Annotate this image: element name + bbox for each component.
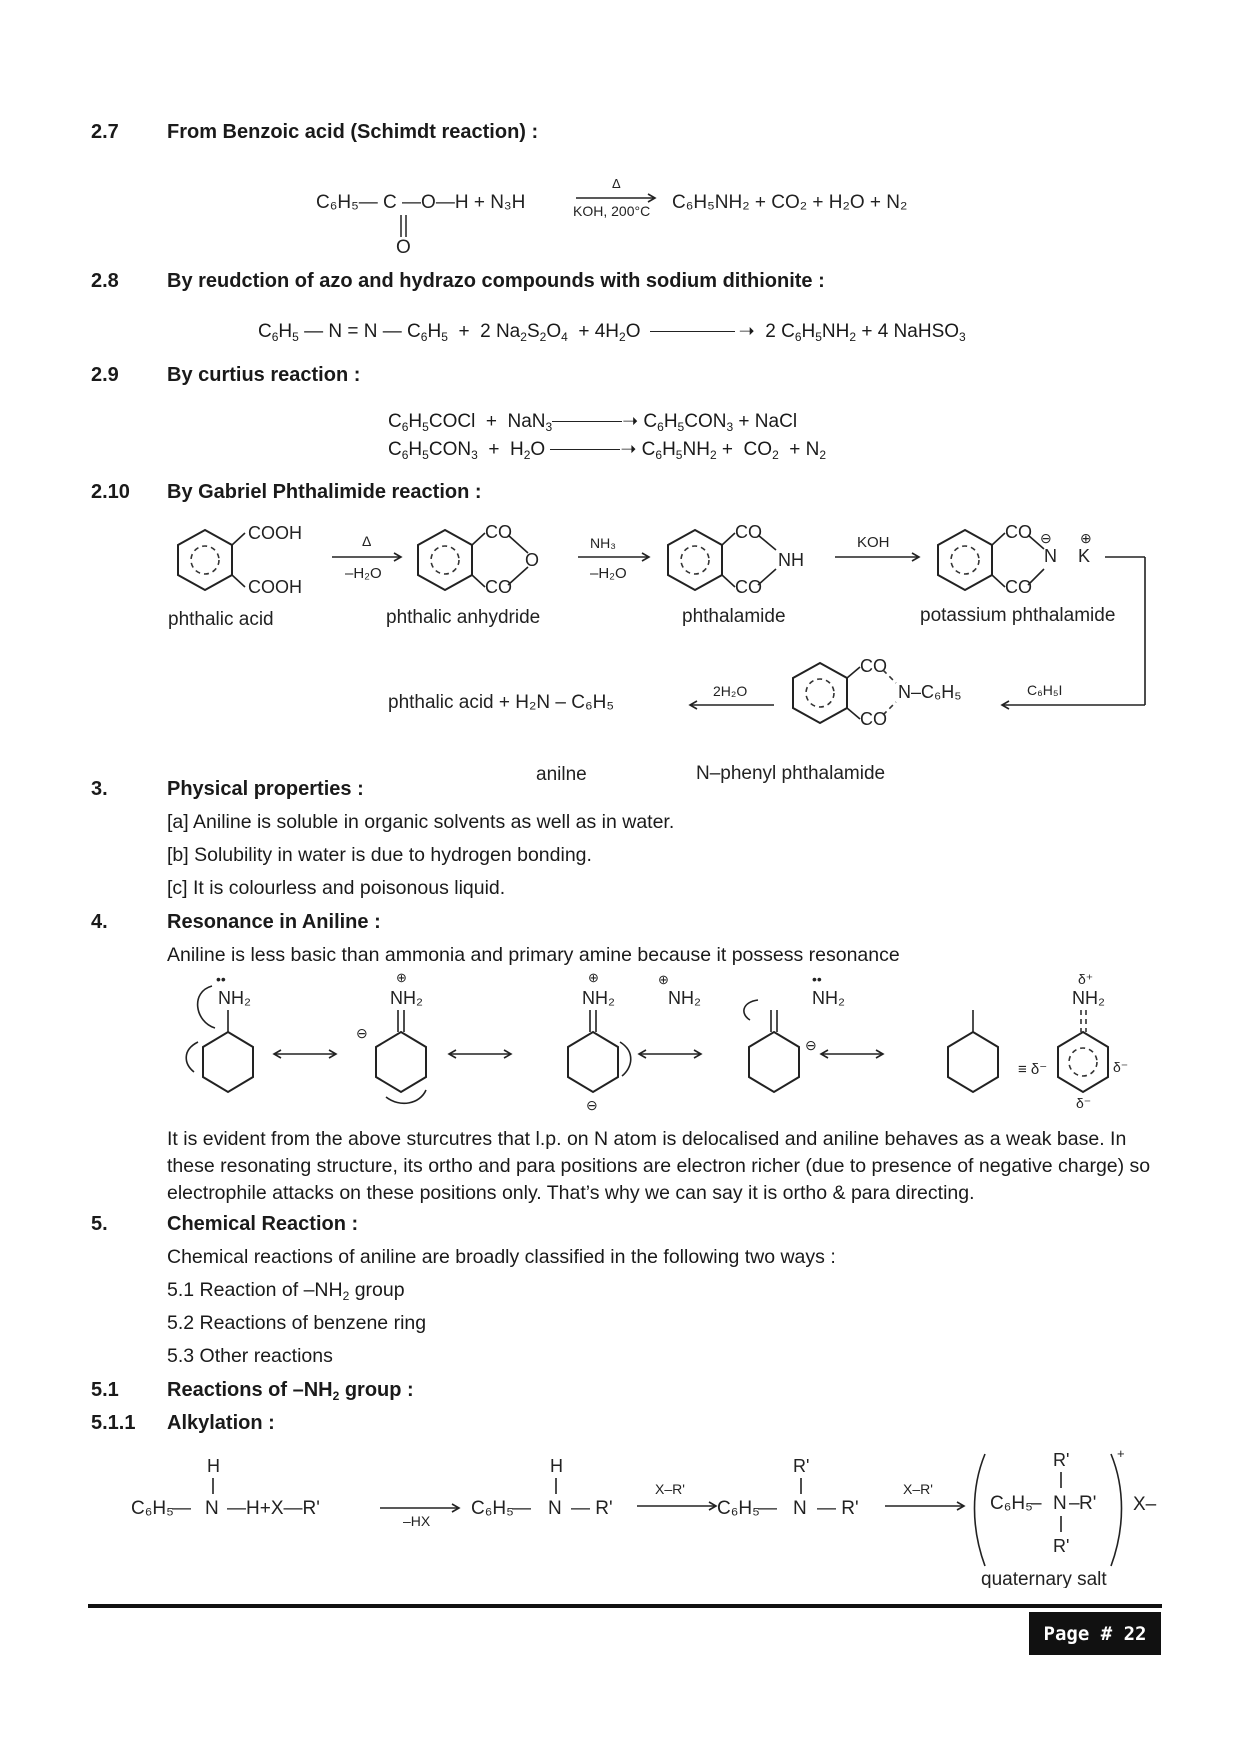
resonance-structure-1	[186, 972, 253, 1092]
svg-text:NH₂: NH₂	[668, 988, 701, 1008]
schmidt-reactant: C₆H₅— C —O—H + N₃H	[316, 192, 526, 213]
section-title: Resonance in Aniline :	[167, 911, 381, 933]
label-phthalic-anhydride: phthalic anhydride	[386, 607, 541, 628]
svg-text:C₆H₅I: C₆H₅I	[1027, 682, 1063, 698]
koh-label: KOH, 200°C	[573, 203, 651, 219]
property-item: [a] Aniline is soluble in organic solvents as well as in water.	[167, 811, 675, 833]
section-number: 2.9	[91, 364, 119, 386]
svg-text:C₆H₅: C₆H₅	[131, 1498, 174, 1519]
resonance-hybrid	[1018, 972, 1128, 1111]
svg-text:C₆H₅: C₆H₅	[717, 1498, 760, 1519]
svg-text:N–C₆H₅: N–C₆H₅	[898, 682, 962, 702]
gabriel-final-product: phthalic acid + H₂N – C₆H₅	[388, 692, 614, 713]
reaction-class-2: 5.2 Reactions of benzene ring	[167, 1312, 427, 1334]
svg-text:NH₂: NH₂	[218, 988, 251, 1008]
svg-text:≡ δ⁻: ≡ δ⁻	[1018, 1061, 1048, 1078]
svg-text:N: N	[793, 1498, 807, 1519]
svg-text:CO: CO	[735, 522, 762, 542]
svg-text:CO: CO	[860, 709, 887, 729]
svg-text:⊖: ⊖	[805, 1037, 817, 1053]
svg-text:— R': — R'	[817, 1498, 859, 1519]
svg-text:NH₃: NH₃	[590, 535, 616, 551]
svg-text:R': R'	[1079, 1493, 1097, 1514]
svg-text:X–R': X–R'	[655, 1481, 685, 1497]
section-title: Chemical Reaction :	[167, 1213, 359, 1235]
phthalic-anhydride-structure	[418, 522, 539, 597]
svg-text:X–: X–	[1133, 1494, 1157, 1515]
label-aniline: anilne	[536, 764, 587, 785]
svg-text:+: +	[1117, 1448, 1125, 1461]
svg-text:—H+X—R': —H+X—R'	[227, 1498, 320, 1519]
svg-text:⊖: ⊖	[586, 1097, 598, 1112]
svg-text:X–R': X–R'	[903, 1481, 933, 1497]
alkylation-scheme	[125, 1448, 1165, 1588]
resonance-structures	[160, 972, 1160, 1112]
section-title: Alkylation :	[167, 1412, 275, 1434]
svg-text:⊕: ⊕	[1080, 530, 1092, 546]
phthalic-acid-structure	[178, 523, 302, 597]
svg-text:NH₂: NH₂	[582, 988, 615, 1008]
svg-text:⊕: ⊕	[588, 972, 599, 985]
label-quaternary-salt: quaternary salt	[981, 1569, 1107, 1588]
svg-text:δ⁻: δ⁻	[1076, 1095, 1092, 1111]
svg-text:NH₂: NH₂	[390, 988, 423, 1008]
svg-text:⊖: ⊖	[1040, 530, 1052, 546]
svg-text:COOH: COOH	[248, 577, 302, 597]
section-number: 2.7	[91, 121, 119, 143]
section-number: 5.1	[91, 1379, 119, 1401]
svg-text:NH₂: NH₂	[1072, 988, 1105, 1008]
resonance-structure-4	[658, 972, 817, 1092]
svg-text:— R': — R'	[571, 1498, 613, 1519]
svg-text:⊕: ⊕	[658, 972, 669, 987]
svg-text:—: —	[758, 1498, 777, 1519]
svg-text:R': R'	[793, 1456, 810, 1476]
svg-text:C₆H₅: C₆H₅	[471, 1498, 514, 1519]
reaction-class-1: 5.1 Reaction of $-NH_2$ group	[167, 1279, 405, 1303]
gabriel-scheme	[160, 505, 1160, 785]
svg-text:NH: NH	[778, 550, 804, 570]
section-title: By curtius reaction :	[167, 364, 361, 386]
property-item: [c] It is colourless and poisonous liquid.	[167, 877, 506, 899]
svg-text:R': R'	[1053, 1450, 1070, 1470]
label-n-phenyl-phthalamide: N–phenyl phthalamide	[696, 763, 886, 784]
svg-text:N: N	[548, 1498, 562, 1519]
svg-text:Δ: Δ	[362, 533, 372, 549]
page-number: Page # 22	[1029, 1612, 1161, 1655]
svg-text:–: –	[1069, 1493, 1080, 1514]
svg-text:H: H	[207, 1456, 220, 1476]
section-title: From Benzoic acid (Schimdt reaction) :	[167, 121, 539, 143]
svg-text:CO: CO	[1005, 577, 1032, 597]
svg-text:⊖: ⊖	[356, 1025, 368, 1041]
section-title: Reactions of $-NH_2$ group :	[167, 1379, 414, 1403]
resonance-structure-2	[356, 972, 426, 1103]
svg-text:O: O	[525, 550, 540, 570]
svg-text:—: —	[512, 1498, 531, 1519]
svg-text:KOH: KOH	[857, 534, 890, 551]
svg-text:N: N	[1053, 1493, 1067, 1514]
svg-text:C₆H₅: C₆H₅	[990, 1493, 1033, 1514]
svg-text:2H₂O: 2H₂O	[713, 683, 748, 699]
curtius-equation-2: $C_6H_5CON_3 + H_2O$ ➝ $C_6H_5NH_2 + CO_2 + N_2$	[388, 439, 827, 462]
schmidt-products: C₆H₅NH₂ + CO₂ + H₂O + N₂	[672, 192, 908, 213]
svg-text:K: K	[1078, 546, 1091, 566]
svg-text:–H₂O: –H₂O	[345, 565, 382, 582]
resonance-structure-3	[568, 972, 631, 1112]
svg-text:••: ••	[812, 972, 822, 987]
section-title: By reudction of azo and hydrazo compounds with sodium dithionite :	[167, 270, 825, 292]
svg-text:NH₂: NH₂	[812, 988, 845, 1008]
resonance-intro: Aniline is less basic than ammonia and primary amine because it possess resonance	[167, 944, 900, 966]
svg-text:—: —	[172, 1498, 191, 1519]
label-potassium-phthalamide: potassium phthalamide	[920, 605, 1116, 626]
section-number: 2.8	[91, 270, 119, 292]
svg-text:••: ••	[216, 972, 226, 987]
svg-text:δ⁺: δ⁺	[1078, 972, 1094, 987]
reaction-intro: Chemical reactions of aniline are broadly classified in the following two ways :	[167, 1246, 836, 1268]
svg-text:COOH: COOH	[248, 523, 302, 543]
reaction-class-3: 5.3 Other reactions	[167, 1345, 333, 1367]
dithionite-equation: $C_6H_5$ — N = N — $C_6H_5 + 2$ $Na_2S_2O_4 + 4H_2O$ ➝ 2 $C_6H_5NH_2 + 4$ NaHSO$_3$	[258, 321, 966, 344]
svg-text:–HX: –HX	[403, 1513, 431, 1529]
resonance-explanation: It is evident from the above sturcutres that l.p. on N atom is delocalised and aniline behaves as a weak base. In these resonating structure, its ortho and para positions are electron richer (due to presence of negative charge) so electrophile attacks on these positions only. That’s why we can say it is ortho & para directing.	[167, 1128, 1151, 1204]
n-phenyl-phthalamide-structure	[793, 656, 962, 729]
curtius-equation-1: $C_6H_5COCl + NaN_3$ ➝ $C_6H_5CON_3$ + NaCl	[388, 411, 798, 434]
section-number: 2.10	[91, 481, 130, 503]
svg-text:CO: CO	[860, 656, 887, 676]
svg-text:–: –	[1031, 1493, 1042, 1514]
section-number: 4.	[91, 911, 108, 933]
label-phthalamide: phthalamide	[682, 606, 786, 627]
schmidt-equation	[300, 165, 960, 255]
section-number: 3.	[91, 778, 108, 800]
svg-text:CO: CO	[1005, 522, 1032, 542]
section-title: Physical properties :	[167, 778, 364, 800]
svg-text:δ⁻: δ⁻	[1113, 1059, 1129, 1075]
svg-text:CO: CO	[485, 577, 512, 597]
svg-text:N: N	[205, 1498, 219, 1519]
property-item: [b] Solubility in water is due to hydrogen bonding.	[167, 844, 592, 866]
phthalamide-structure	[668, 522, 804, 597]
svg-text:R': R'	[1053, 1536, 1070, 1556]
label-phthalic-acid: phthalic acid	[168, 609, 274, 630]
resonance-structure-5	[812, 972, 998, 1092]
section-number: 5.1.1	[91, 1412, 136, 1434]
potassium-phthalamide-structure	[938, 522, 1092, 597]
svg-text:–H₂O: –H₂O	[590, 565, 627, 582]
svg-text:CO: CO	[485, 522, 512, 542]
svg-text:⊕: ⊕	[396, 972, 407, 985]
carbonyl-oxygen: O	[396, 237, 411, 255]
section-title: By Gabriel Phthalimide reaction :	[167, 481, 482, 503]
svg-text:CO: CO	[735, 577, 762, 597]
svg-text:H: H	[550, 1456, 563, 1476]
section-number: 5.	[91, 1213, 108, 1235]
svg-text:N: N	[1044, 546, 1057, 566]
footer-rule	[88, 1604, 1162, 1608]
heat-label: Δ	[612, 176, 621, 191]
